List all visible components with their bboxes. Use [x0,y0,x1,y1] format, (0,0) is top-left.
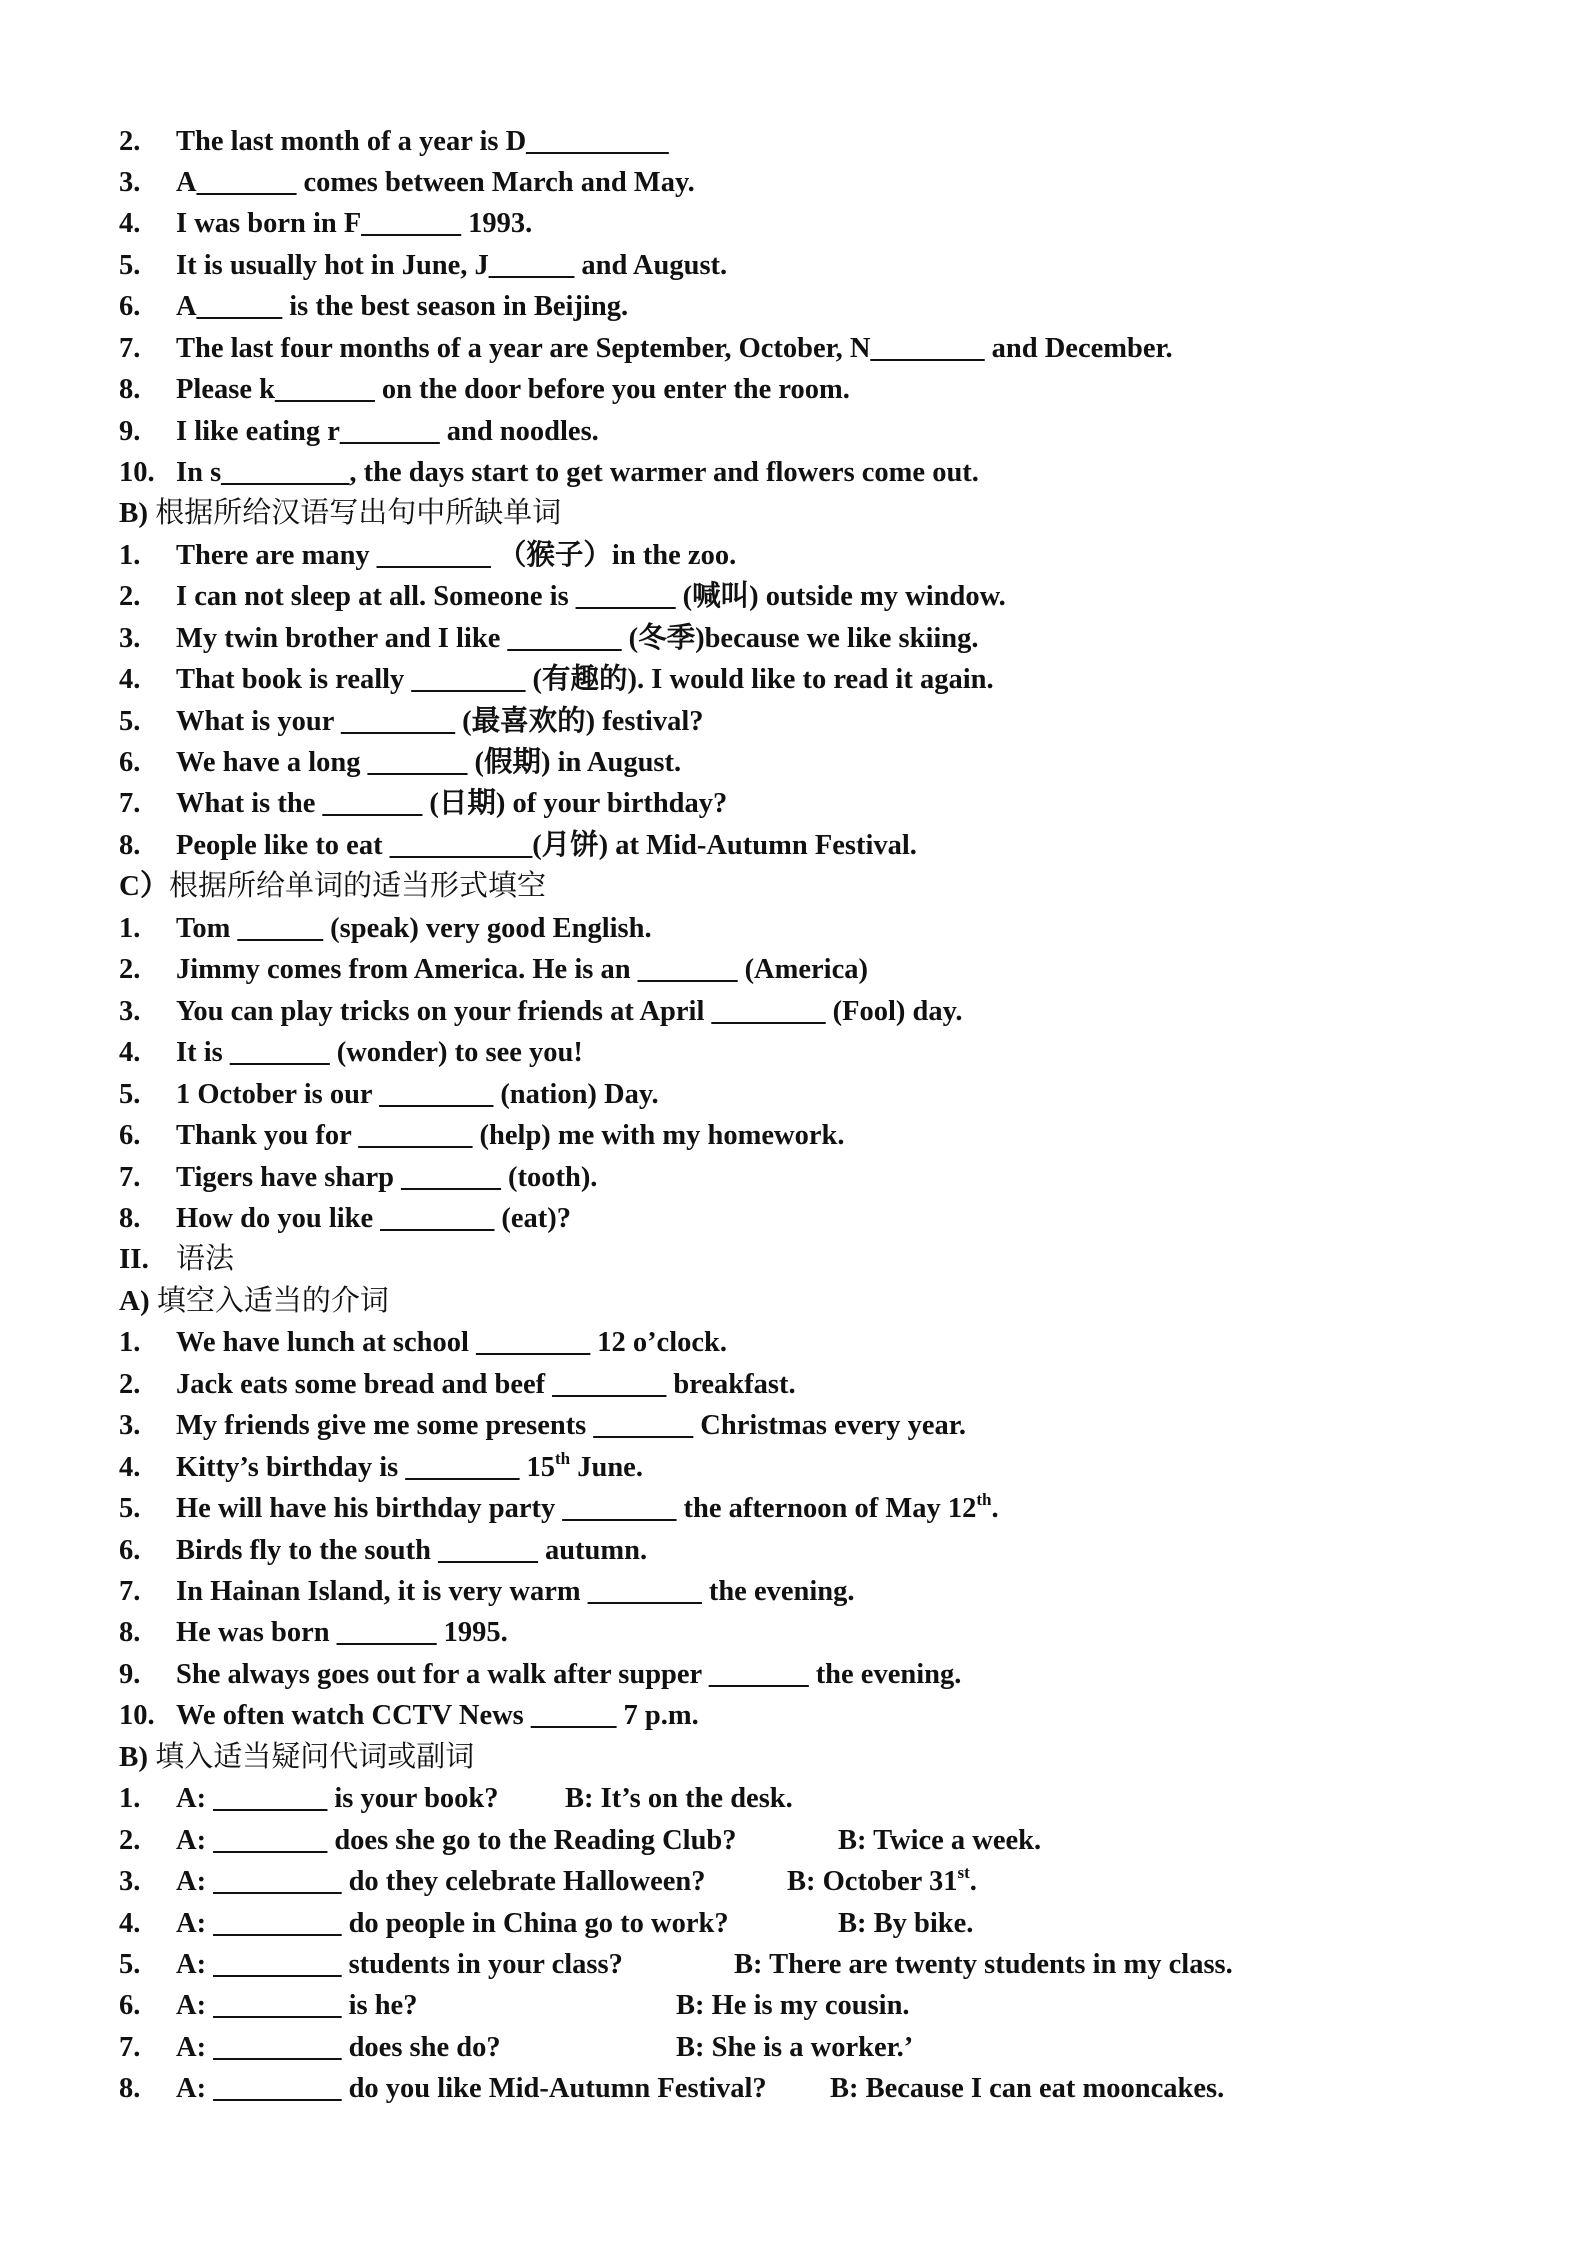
item-text: A______ is the best season in Beijing. [176,291,629,322]
answer-tail: . [969,1866,977,1897]
section-heading [119,1281,389,1322]
item-text: Tom ______ (speak) very good English. [176,913,652,944]
item-text: A_______ comes between March and May. [176,167,695,198]
item-number: 6. [119,1535,141,1566]
item-text: The last month of a year is D__________ [176,126,669,157]
question-text: A: _________ students in your class? [176,1949,623,1980]
item-text: It is _______ (wonder) to see you! [176,1037,583,1068]
item-number: 4. [119,1452,141,1483]
item-text: It is usually hot in June, J______ and August. [176,250,728,281]
item-text-main: Kitty’s birthday is ________ 15 [176,1452,555,1483]
item-text [176,1447,643,1488]
answer-text: B: There are twenty students in my class. [734,1949,1233,1980]
item-text: There are many ________ （猴子）in the zoo. [176,540,737,571]
section-heading [119,1737,474,1778]
item-text: How do you like ________ (eat)? [176,1203,572,1234]
item-number: 8. [119,374,141,405]
item-text: The last four months of a year are September, October, N________ and December. [176,333,1173,364]
item-number: 5. [119,1079,141,1110]
question-text: A: ________ does she go to the Reading Club? [176,1825,737,1856]
item-number: 2. [119,581,141,612]
item-number: 5. [119,706,141,737]
item-number: 4. [119,1037,141,1068]
part-title: 语法 [176,1243,235,1275]
item-number: 4. [119,1908,141,1939]
item-number: 6. [119,1990,141,2021]
item-text: I can not sleep at all. Someone is _______ (喊叫) outside my window. [176,581,1006,612]
question-text: A: _________ do they celebrate Halloween? [176,1866,706,1897]
item-number: 3. [119,1410,141,1441]
item-text: Jack eats some bread and beef ________ breakfast. [176,1369,796,1400]
ordinal-suffix: th [554,1448,571,1468]
item-text-main: He will have his birthday party ________ the afternoon of May 12 [176,1493,977,1524]
answer-main: B: October 31 [787,1866,958,1897]
section-heading [119,866,546,907]
item-number: 2. [119,954,141,985]
item-text: I like eating r_______ and noodles. [176,416,599,447]
question-text: A: ________ is your book? [176,1783,499,1814]
item-number: 6. [119,291,141,322]
item-number: 3. [119,1866,141,1897]
question-text: A: _________ does she do? [176,2032,501,2063]
item-number: 1. [119,1783,141,1814]
item-number: 1. [119,540,141,571]
item-number: 5. [119,1949,141,1980]
section-title: 根据所给汉语写出句中所缺单词 [155,497,562,529]
item-number: 2. [119,126,141,157]
item-number: 7. [119,1162,141,1193]
item-text: She always goes out for a walk after supper _______ the evening. [176,1659,962,1690]
item-number: 3. [119,996,141,1027]
item-number: 2. [119,1369,141,1400]
item-text: People like to eat __________(月饼) at Mid-Autumn Festival. [176,830,917,861]
item-text: What is your ________ (最喜欢的) festival? [176,706,704,737]
answer-text: B: He is my cousin. [676,1990,910,2021]
answer-text [787,1861,977,1902]
item-text: My friends give me some presents _______ Christmas every year. [176,1410,966,1441]
item-text-tail: June. [570,1452,643,1483]
answer-text: B: By bike. [838,1908,974,1939]
section-title: 填空入适当的介词 [156,1285,389,1317]
ordinal-suffix: th [976,1489,992,1509]
item-text: Tigers have sharp _______ (tooth). [176,1162,598,1193]
section-title: 根据所给单词的适当形式填空 [168,870,546,902]
item-number: 8. [119,1617,141,1648]
item-number: 7. [119,333,141,364]
answer-text: B: She is a worker.’ [676,2032,914,2063]
section-label: C） [119,870,169,902]
item-text: You can play tricks on your friends at April ________ (Fool) day. [176,996,963,1027]
item-text: That book is really ________ (有趣的). I would like to read it again. [176,664,994,695]
section-label: B) [119,497,148,529]
item-number: 5. [119,1493,141,1524]
item-text-tail: . [991,1493,999,1524]
item-number: 9. [119,416,141,447]
item-number: 8. [119,830,141,861]
item-text: We often watch CCTV News ______ 7 p.m. [176,1700,699,1731]
ordinal-suffix: st [957,1862,970,1882]
part-label: II. [119,1243,149,1275]
item-text: I was born in F_______ 1993. [176,208,533,239]
item-number: 9. [119,1659,141,1690]
item-number: 7. [119,1576,141,1607]
section-label: A) [119,1285,150,1317]
section-title: 填入适当疑问代词或副词 [155,1741,475,1773]
item-text: We have lunch at school ________ 12 o’clock. [176,1327,728,1358]
item-number: 4. [119,664,141,695]
answer-text: B: It’s on the desk. [565,1783,793,1814]
item-text [176,1488,999,1529]
item-text: What is the _______ (日期) of your birthday? [176,788,728,819]
item-text: My twin brother and I like ________ (冬季)because we like skiing. [176,623,979,654]
item-number: 6. [119,1120,141,1151]
question-text: A: _________ is he? [176,1990,418,2021]
item-text: We have a long _______ (假期) in August. [176,747,682,778]
item-text: Jimmy comes from America. He is an _______ (America) [176,954,868,985]
item-number: 7. [119,2032,141,2063]
item-number: 3. [119,623,141,654]
item-number: 8. [119,2073,141,2104]
item-text: 1 October is our ________ (nation) Day. [176,1079,659,1110]
item-number: 10. [119,457,155,488]
item-text: He was born _______ 1995. [176,1617,508,1648]
item-text: In s_________, the days start to get warmer and flowers come out. [176,457,979,488]
answer-text: B: Because I can eat mooncakes. [830,2073,1225,2104]
item-number: 2. [119,1825,141,1856]
question-text: A: _________ do people in China go to work? [176,1908,729,1939]
item-text: Birds fly to the south _______ autumn. [176,1535,648,1566]
item-number: 5. [119,250,141,281]
item-text: Thank you for ________ (help) me with my homework. [176,1120,845,1151]
item-number: 6. [119,747,141,778]
answer-text: B: Twice a week. [838,1825,1042,1856]
item-number: 7. [119,788,141,819]
item-number: 3. [119,167,141,198]
section-heading [119,493,561,534]
item-number: 10. [119,1700,155,1731]
section-label: B) [119,1741,148,1773]
item-text: Please k_______ on the door before you enter the room. [176,374,850,405]
item-text: In Hainan Island, it is very warm ________ the evening. [176,1576,855,1607]
item-number: 1. [119,1327,141,1358]
item-number: 4. [119,208,141,239]
question-text: A: _________ do you like Mid-Autumn Festival? [176,2073,767,2104]
item-number: 8. [119,1203,141,1234]
item-number: 1. [119,913,141,944]
